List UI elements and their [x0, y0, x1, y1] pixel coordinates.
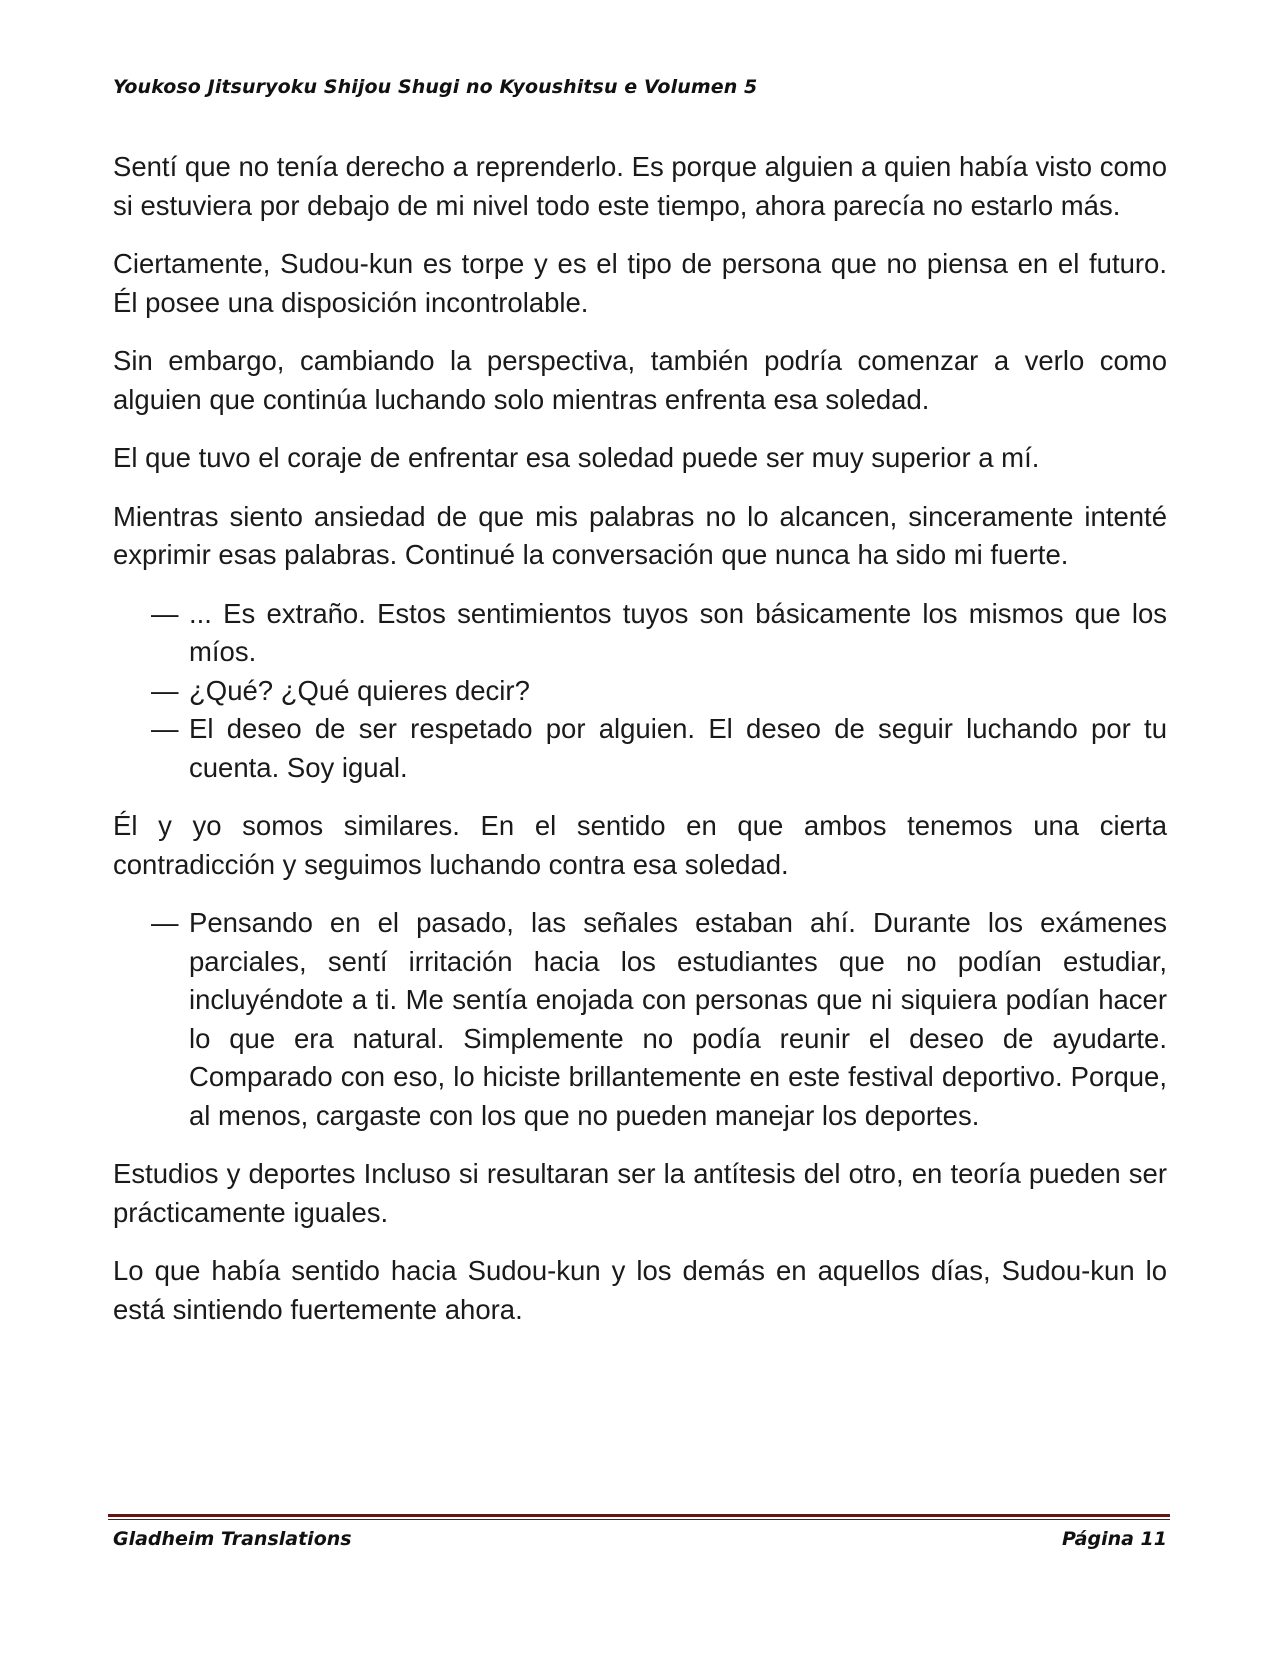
dialogue-dash: — — [151, 907, 179, 938]
dialogue-text: Pensando en el pasado, las señales estaban ahí. Durante los exámenes parciales, sentí irritación hacia los estudiantes que no podían estudiar, incluyéndote a ti. Me sentía enojada con personas que ni siquiera podían hacer lo que era natural. Simplemente no podía reunir el deseo de ayudarte. Comparado con eso, lo hiciste brillantemente en este festival deportivo. Porque, al menos, cargaste con los que no pueden manejar los deportes. — [189, 907, 1167, 1131]
dialogue-line — [151, 595, 1167, 672]
dialogue-line — [151, 672, 1167, 711]
dialogue-dash: — — [151, 674, 179, 706]
page-number: Página 11 — [1061, 1528, 1167, 1550]
dialogue-dash: — — [151, 713, 179, 744]
paragraph: Estudios y deportes Incluso si resultaran ser la antítesis del otro, en teoría pueden ser prácticamente iguales. — [113, 1158, 1167, 1228]
paragraph: Ciertamente, Sudou-kun es torpe y es el tipo de persona que no piensa en el futuro. Él posee una disposición incontrolable. — [113, 248, 1167, 318]
paragraph: El que tuvo el coraje de enfrentar esa soledad puede ser muy superior a mí. — [113, 442, 1040, 473]
dialogue-line — [151, 710, 1167, 787]
paragraph: Mientras siento ansiedad de que mis palabras no lo alcancen, sinceramente intenté exprimir esas palabras. Continué la conversación que nunca ha sido mi fuerte. — [113, 500, 1167, 570]
paragraph: Sin embargo, cambiando la perspectiva, también podría comenzar a verlo como alguien que continúa luchando solo mientras enfrenta esa soledad. — [113, 345, 1167, 415]
paragraph: Él y yo somos similares. En el sentido en que ambos tenemos una cierta contradicción y seguimos luchando contra esa soledad. — [113, 810, 1167, 880]
dialogue-text: ¿Qué? ¿Qué quieres decir? — [189, 674, 530, 706]
dialogue-group — [113, 904, 1167, 1135]
dialogue-text: ... Es extraño. Estos sentimientos tuyos son básicamente los mismos que los míos. — [189, 597, 1167, 667]
footer-credit: Gladheim Translations — [113, 1528, 352, 1550]
dialogue-line — [151, 904, 1167, 1135]
body-text — [113, 148, 1167, 1349]
dialogue-group — [113, 595, 1167, 788]
dialogue-dash: — — [151, 597, 179, 629]
paragraph: Lo que había sentido hacia Sudou-kun y los demás en aquellos días, Sudou-kun lo está sintiendo fuertemente ahora. — [113, 1255, 1167, 1325]
paragraph: Sentí que no tenía derecho a reprenderlo. Es porque alguien a quien había visto como si estuviera por debajo de mi nivel todo este tiempo, ahora parecía no estarlo más. — [113, 151, 1167, 221]
dialogue-text: El deseo de ser respetado por alguien. El deseo de seguir luchando por tu cuenta. Soy igual. — [189, 713, 1167, 783]
footer-rule — [108, 1514, 1170, 1520]
running-header: Youkoso Jitsuryoku Shijou Shugi no Kyoushitsu e Volumen 5 — [113, 76, 758, 98]
